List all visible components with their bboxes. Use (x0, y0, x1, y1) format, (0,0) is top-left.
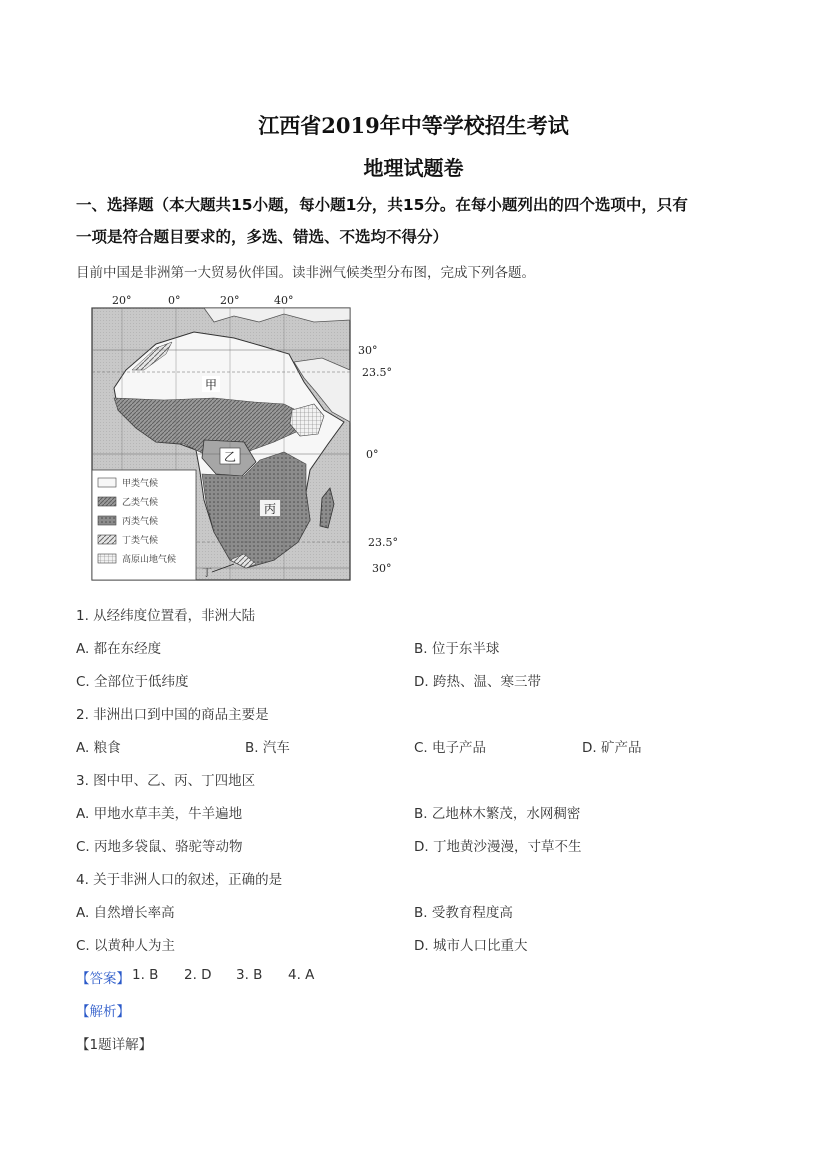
option: B. 汽车 (245, 740, 290, 756)
question-stem: 1. 从经纬度位置看，非洲大陆 (76, 608, 256, 624)
answer-item: 2. D (184, 967, 212, 983)
option: D. 矿产品 (582, 740, 642, 756)
option: A. 自然增长率高 (76, 905, 175, 921)
option: B. 受教育程度高 (414, 905, 513, 921)
option: D. 跨热、温、寒三带 (414, 674, 541, 690)
option: C. 以黄种人为主 (76, 938, 176, 954)
question-stem: 4. 关于非洲人口的叙述，正确的是 (76, 872, 283, 888)
lon-label: 40° (274, 294, 294, 307)
section-heading-line2: 一项是符合题目要求的，多选、错选、不选均不得分） (76, 228, 449, 246)
exam-title: 江西省2019年中等学校招生考试 (258, 113, 569, 138)
option: A. 甲地水草丰美，牛羊遍地 (76, 806, 243, 822)
option: C. 电子产品 (414, 740, 487, 756)
lat-label: 30° (372, 562, 392, 575)
region-label-ding: 丁 (202, 568, 212, 579)
region-label-jia: 甲 (205, 378, 218, 392)
option: D. 丁地黄沙漫漫，寸草不生 (414, 839, 582, 855)
legend-item: 丙类气候 (122, 517, 159, 527)
lat-label: 30° (358, 344, 378, 357)
lat-label: 0° (366, 448, 379, 461)
legend-item: 高原山地气候 (122, 555, 177, 565)
option: B. 位于东半球 (414, 641, 500, 657)
africa-climate-map (84, 292, 414, 584)
lon-label: 20° (112, 294, 132, 307)
legend-item: 甲类气候 (122, 479, 159, 489)
option: C. 丙地多袋鼠、骆驼等动物 (76, 839, 243, 855)
lon-label: 20° (220, 294, 240, 307)
question-stem: 2. 非洲出口到中国的商品主要是 (76, 707, 269, 723)
lat-label: 23.5° (362, 366, 392, 379)
option: A. 都在东经度 (76, 641, 162, 657)
lat-label: 23.5° (368, 536, 398, 549)
option: D. 城市人口比重大 (414, 938, 528, 954)
map-svg (84, 292, 414, 584)
legend-item: 丁类气候 (122, 536, 159, 546)
answer-item: 3. B (236, 967, 263, 983)
map-legend (92, 470, 196, 580)
detail-label: 【1题详解】 (76, 1037, 153, 1053)
region-label-yi: 乙 (224, 450, 237, 464)
region-label-bing: 丙 (264, 502, 277, 516)
analysis-label: 【解析】 (76, 1004, 130, 1020)
section-heading-line1: 一、选择题（本大题共15小题，每小题1分，共15分。在每小题列出的四个选项中，只有 (76, 196, 688, 214)
option: B. 乙地林木繁茂，水网稠密 (414, 806, 581, 822)
question-stem: 3. 图中甲、乙、丙、丁四地区 (76, 773, 256, 789)
legend-item: 乙类气候 (122, 498, 159, 508)
answer-label: 【答案】 (76, 971, 130, 987)
option: A. 粮食 (76, 740, 121, 756)
option: C. 全部位于低纬度 (76, 674, 189, 690)
answer-item: 4. A (288, 967, 315, 983)
paper-subtitle: 地理试题卷 (363, 156, 464, 180)
question-intro: 目前中国是非洲第一大贸易伙伴国。读非洲气候类型分布图，完成下列各题。 (76, 265, 535, 281)
answer-item: 1. B (132, 967, 159, 983)
lon-label: 0° (168, 294, 181, 307)
